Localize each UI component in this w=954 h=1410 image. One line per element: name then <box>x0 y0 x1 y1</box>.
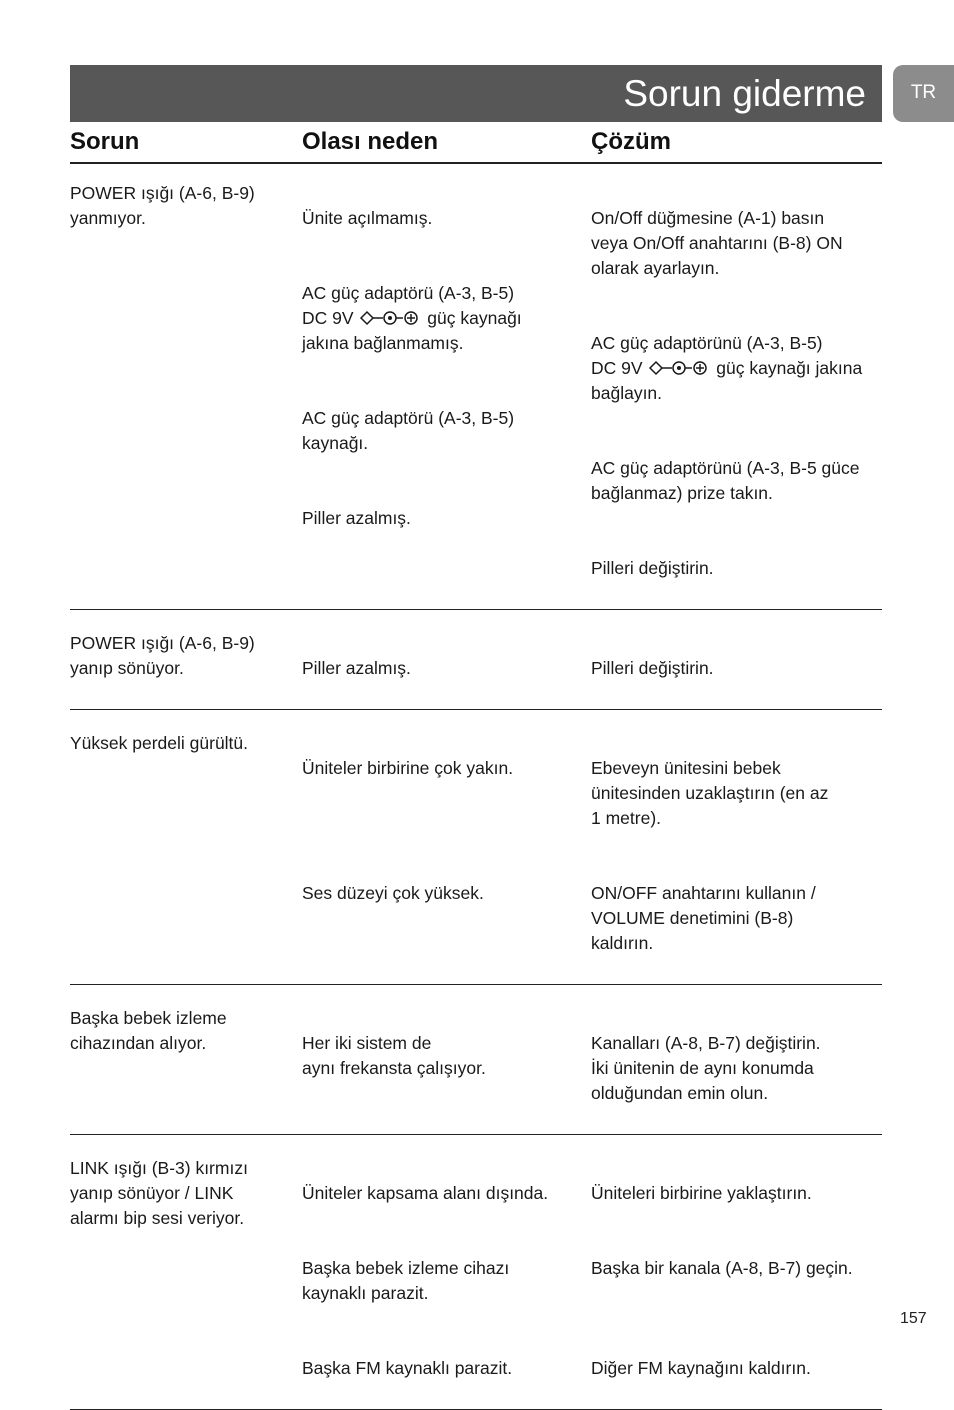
solution-cell <box>591 631 882 706</box>
cause-text: Piller azalmış. <box>302 508 411 528</box>
cause-cell <box>302 1156 591 1406</box>
cause-text: Ünite açılmamış. <box>302 208 433 228</box>
solution-text: Kanalları (A-8, B-7) değiştirin. İki ünitenin de aynı konumda olduğundan emin olun. <box>591 1033 821 1103</box>
solution-text: On/Off düğmesine (A-1) basın veya On/Off anahtarını (B-8) ON olarak ayarlayın. <box>591 208 843 278</box>
cause-cell <box>302 631 591 706</box>
language-tab-label: TR <box>910 82 937 103</box>
solution-text: Ebeveyn ünitesini bebek ünitesinden uzaklaştırın (en az 1 metre). <box>591 758 829 828</box>
language-tab <box>893 65 954 122</box>
problem-cell: Yüksek perdeli gürültü. <box>70 733 249 753</box>
solution-text: Diğer FM kaynağını kaldırın. <box>591 1358 811 1378</box>
solution-cell <box>591 731 882 981</box>
column-header-solution: Çözüm <box>591 128 671 155</box>
solution-text: Pilleri değiştirin. <box>591 558 714 578</box>
troubleshooting-table <box>70 181 882 1410</box>
solution-cell <box>591 1006 882 1131</box>
column-header-problem: Sorun <box>70 128 140 155</box>
solution-cell <box>591 181 882 606</box>
dc-polarity-icon <box>648 360 710 376</box>
dc-polarity-icon <box>359 310 421 326</box>
cause-text: Piller azalmış. <box>302 658 411 678</box>
solution-text: ON/OFF anahtarını kullanın / VOLUME denetimini (B-8) kaldırın. <box>591 883 816 953</box>
table-row <box>70 1006 882 1135</box>
table-row <box>70 1156 882 1410</box>
solution-text-part: güç kaynağı jakına bağlayın. <box>591 358 863 403</box>
cause-cell <box>302 1006 591 1131</box>
column-header-cause: Olası neden <box>302 128 439 155</box>
cause-text <box>302 281 591 356</box>
solution-text-part: AC güç adaptörünü (A-3, B-5) DC 9V <box>591 333 823 378</box>
table-row <box>70 181 882 610</box>
cause-cell <box>302 731 591 981</box>
cause-text-part: AC güç adaptörü (A-3, B-5) DC 9V <box>302 283 515 328</box>
solution-text: Üniteleri birbirine yaklaştırın. <box>591 1183 812 1203</box>
table-row <box>70 731 882 985</box>
problem-cell: LINK ışığı (B-3) kırmızı yanıp sönüyor / LINK alarmı bip sesi veriyor. <box>70 1158 248 1228</box>
cause-text: Üniteler kapsama alanı dışında. <box>302 1183 549 1203</box>
table-row <box>70 631 882 710</box>
cause-text: AC güç adaptörü (A-3, B-5) kaynağı. <box>302 408 515 453</box>
cause-text: Üniteler birbirine çok yakın. <box>302 758 514 778</box>
cause-text: Her iki sistem de aynı frekansta çalışıyor. <box>302 1033 486 1078</box>
cause-cell <box>302 181 591 606</box>
problem-cell: POWER ışığı (A-6, B-9) yanıp sönüyor. <box>70 633 255 678</box>
page-title: Sorun giderme <box>623 72 866 114</box>
cause-text: Başka bebek izleme cihazı kaynaklı parazit. <box>302 1258 510 1303</box>
solution-text: Pilleri değiştirin. <box>591 658 714 678</box>
solution-text: AC güç adaptörünü (A-3, B-5 güce bağlanmaz) prize takın. <box>591 458 860 503</box>
solution-cell <box>591 1156 882 1406</box>
problem-cell: POWER ışığı (A-6, B-9) yanmıyor. <box>70 183 255 228</box>
cause-text: Ses düzeyi çok yüksek. <box>302 883 484 903</box>
solution-text <box>591 331 882 406</box>
header-divider <box>70 162 882 164</box>
cause-text: Başka FM kaynaklı parazit. <box>302 1358 513 1378</box>
solution-text: Başka bir kanala (A-8, B-7) geçin. <box>591 1258 853 1278</box>
section-title-banner <box>70 65 882 122</box>
problem-cell: Başka bebek izleme cihazından alıyor. <box>70 1008 227 1053</box>
page-number: 157 <box>900 1310 927 1327</box>
cause-text-part: güç kaynağı jakına bağlanmamış. <box>302 308 522 353</box>
